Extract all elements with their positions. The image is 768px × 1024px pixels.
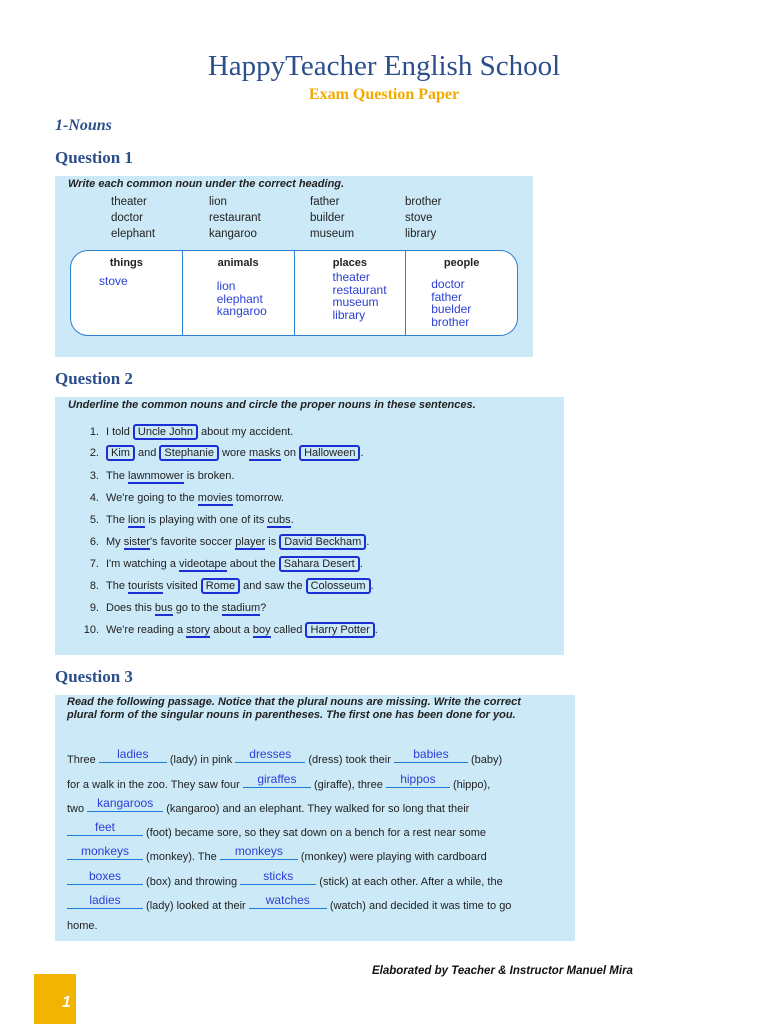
answer-blank [386, 774, 450, 788]
word-bank-item: restaurant [209, 212, 261, 224]
handwritten-answer: monkeys [80, 844, 130, 858]
answer-list [71, 275, 182, 288]
sentence [79, 536, 369, 548]
sentence [79, 426, 293, 438]
word-bank-item: doctor [111, 212, 143, 224]
passage-text: for a walk in the zoo. They saw four [67, 779, 243, 791]
passage-text: (lady) looked at their [143, 900, 249, 912]
page-number-badge [34, 974, 76, 1024]
passage-text: Three [67, 754, 99, 766]
sentence-text: I told [106, 426, 133, 438]
underlined-common-noun: tourists [128, 580, 164, 592]
category-column-people [405, 251, 517, 335]
answer-blank [87, 798, 163, 812]
answer-list [295, 271, 406, 321]
underlined-common-noun: story [186, 624, 211, 636]
word-bank-item: elephant [111, 228, 156, 240]
sentence-text: . [366, 536, 370, 548]
handwritten-answer: lion [216, 279, 236, 293]
handwritten-answer: giraffes [257, 772, 297, 786]
passage-text: (stick) at each other. After a while, the [316, 876, 503, 888]
word-bank-item: kangaroo [209, 228, 257, 240]
paper-subtitle: Exam Question Paper [308, 86, 460, 103]
circled-proper-noun: Stephanie [159, 445, 219, 461]
handwritten-answer: feet [94, 820, 115, 834]
sentence-number: 2. [89, 447, 99, 459]
underlined-common-noun: cubs [267, 514, 291, 526]
passage-line [67, 822, 486, 839]
passage-line [67, 920, 98, 932]
sentence-text: . [359, 558, 363, 570]
handwritten-answer: elephant [216, 291, 263, 306]
sentence [79, 470, 234, 482]
circled-proper-noun: Kim [106, 445, 135, 461]
category-header: animals [217, 257, 259, 269]
answer-blank [67, 822, 143, 836]
word-bank-item: theater [111, 196, 147, 208]
word-bank-item: museum [310, 228, 355, 240]
question-3-heading: Question 3 [55, 667, 133, 686]
sentence-text: We're reading a [106, 624, 187, 636]
question-1-heading: Question 1 [55, 148, 133, 167]
sentence [79, 558, 363, 570]
answer-blank [240, 871, 316, 885]
sentence-number: 6. [89, 536, 99, 548]
passage-text: two [67, 803, 88, 815]
underlined-common-noun: lion [128, 514, 146, 526]
answer-list [406, 278, 517, 328]
passage-text: (monkey). The [143, 851, 220, 863]
answer-blank [249, 895, 327, 909]
sentence-text: Does this [106, 602, 155, 614]
passage-line [67, 798, 469, 815]
underlined-common-noun: lawnmower [128, 470, 184, 482]
category-header: things [109, 257, 143, 269]
page-number: 1 [62, 994, 71, 1011]
word-bank-item: stove [405, 212, 433, 224]
handwritten-answer: doctor [431, 277, 465, 291]
answer-blank [243, 774, 311, 788]
passage-text: (foot) became sore, so they sat down on a bench for a rest near some [143, 827, 487, 839]
sentence-text: I'm watching a [106, 558, 180, 570]
sentence-text: The [106, 514, 129, 526]
sentence-text: . [360, 447, 364, 459]
sentence-text: . [290, 514, 294, 526]
sentence-text: and [134, 447, 160, 459]
sentence-text: go to the [172, 602, 222, 614]
question-2-instruction: Underline the common nouns and circle the proper nouns in these sentences. [68, 399, 476, 411]
category-column-animals [182, 251, 294, 335]
handwritten-answer: stove [99, 274, 128, 288]
underlined-common-noun: bus [154, 602, 173, 614]
handwritten-answer: dresses [249, 747, 292, 761]
sentence [79, 447, 364, 459]
sentence-text: is [265, 536, 280, 548]
question-1-panel [55, 176, 533, 357]
handwritten-answer: kangaroos [97, 796, 154, 810]
sentence [79, 492, 284, 504]
sentence-text: We're going to the [106, 492, 198, 504]
sentence-number: 8. [89, 580, 99, 592]
sentence-number: 1. [89, 426, 99, 438]
sentence-text: My [106, 536, 124, 548]
sentence-number: 10. [83, 624, 99, 636]
word-bank-item: brother [405, 196, 442, 208]
circled-proper-noun: Rome [201, 578, 240, 594]
passage-line [67, 774, 490, 791]
sentence-text: 's favorite soccer [150, 536, 236, 548]
handwritten-answer: father [431, 289, 462, 304]
school-title: HappyTeacher English School [207, 50, 561, 82]
sentence-text: ? [260, 602, 267, 614]
handwritten-answer: museum [332, 295, 379, 309]
handwritten-answer: watches [265, 893, 310, 907]
passage-line [67, 871, 503, 888]
passage-text: (kangaroo) and an elephant. They walked for so long that their [163, 803, 470, 815]
sentence-text: tomorrow. [232, 492, 284, 504]
sentence [79, 602, 266, 614]
sentence [79, 580, 374, 592]
handwritten-answer: babies [413, 747, 449, 761]
underlined-common-noun: boy [252, 624, 271, 636]
sentence-number: 7. [89, 558, 99, 570]
sentence-number: 4. [89, 492, 99, 504]
passage-text: (giraffe), three [310, 779, 386, 791]
circled-proper-noun: Sahara Desert [279, 556, 360, 572]
sentence [79, 514, 294, 526]
passage-text: (hippo), [449, 779, 491, 791]
sentence-text: . [374, 624, 378, 636]
handwritten-answer: boxes [88, 869, 122, 883]
answer-blank [235, 749, 305, 763]
sentence-text: and saw the [240, 580, 306, 592]
category-table [70, 250, 518, 336]
passage-text: (box) and throwing [143, 876, 241, 888]
question-3-instruction: Read the following passage. Notice that the plural nouns are missing. Write the correct [67, 696, 521, 708]
section-title: 1-Nouns [55, 117, 112, 134]
passage-line [67, 846, 487, 863]
sentence-number: 5. [89, 514, 99, 526]
underlined-common-noun: movies [197, 492, 233, 504]
word-bank-item: lion [209, 196, 227, 208]
answer-blank [67, 871, 143, 885]
sentence-text: is broken. [183, 470, 235, 482]
question-2-heading: Question 2 [55, 369, 133, 388]
circled-proper-noun: Harry Potter [305, 622, 374, 638]
answer-list [183, 280, 294, 318]
underlined-common-noun: stadium [221, 602, 261, 614]
handwritten-answer: buelder [431, 302, 472, 316]
underlined-common-noun: player [235, 536, 266, 548]
sentence-number: 9. [89, 602, 99, 614]
question-3-panel [55, 695, 575, 941]
handwritten-answer: theater [332, 270, 370, 284]
passage-text: (watch) and decided it was time to go [326, 900, 512, 912]
question-2-panel [55, 397, 564, 655]
passage-line [67, 749, 502, 766]
category-column-places [294, 251, 406, 335]
circled-proper-noun: Uncle John [133, 424, 198, 440]
handwritten-answer: ladies [117, 747, 149, 761]
underlined-common-noun: masks [248, 447, 281, 459]
footer-credit: Elaborated by Teacher & Instructor Manuel Mira [372, 965, 633, 977]
passage-text: (monkey) were playing with cardboard [297, 851, 487, 863]
passage-text: (lady) in pink [166, 754, 236, 766]
handwritten-answer: library [332, 307, 366, 322]
passage-text: home. [67, 920, 98, 932]
sentence-text: The [106, 580, 129, 592]
sentence-text: is playing with one of its [145, 514, 268, 526]
passage-line [67, 895, 511, 912]
underlined-common-noun: sister [123, 536, 151, 548]
handwritten-answer: monkeys [234, 844, 283, 858]
word-bank-item: library [405, 228, 437, 240]
handwritten-answer: brother [431, 314, 470, 329]
question-3-instruction: plural form of the singular nouns in parentheses. The first one has been done for you. [67, 709, 516, 721]
sentence-text: called [270, 624, 306, 636]
handwritten-answer: kangaroo [216, 304, 267, 318]
underlined-common-noun: videotape [179, 558, 227, 570]
sentence-text: The [106, 470, 129, 482]
sentence-text: about my accident. [197, 426, 294, 438]
sentence-text: wore [218, 447, 249, 459]
circled-proper-noun: Colosseum [306, 578, 371, 594]
question-1-instruction: Write each common noun under the correct heading. [68, 178, 345, 190]
answer-blank [67, 895, 143, 909]
sentence-text: . [370, 580, 374, 592]
sentence-text: visited [163, 580, 201, 592]
handwritten-answer: restaurant [332, 282, 387, 297]
answer-blank [220, 846, 298, 860]
sentence-text: about a [210, 624, 253, 636]
category-header: places [332, 257, 367, 269]
answer-blank [67, 846, 143, 860]
answer-blank [99, 749, 167, 763]
sentence-text: on [280, 447, 300, 459]
handwritten-answer: sticks [263, 869, 294, 883]
passage-text: (dress) took their [305, 754, 394, 766]
passage-text: (baby) [467, 754, 503, 766]
circled-proper-noun: Halloween [299, 445, 360, 461]
sentence-text: about the [226, 558, 279, 570]
category-column-things [71, 251, 182, 335]
circled-proper-noun: David Beckham [279, 534, 366, 550]
word-bank-item: builder [310, 212, 345, 224]
answer-blank [394, 749, 468, 763]
category-header: people [443, 257, 480, 269]
word-bank-item: father [310, 196, 340, 208]
sentence-number: 3. [89, 470, 99, 482]
sentence [79, 624, 378, 636]
handwritten-answer: ladies [89, 893, 121, 907]
handwritten-answer: hippos [400, 772, 436, 786]
